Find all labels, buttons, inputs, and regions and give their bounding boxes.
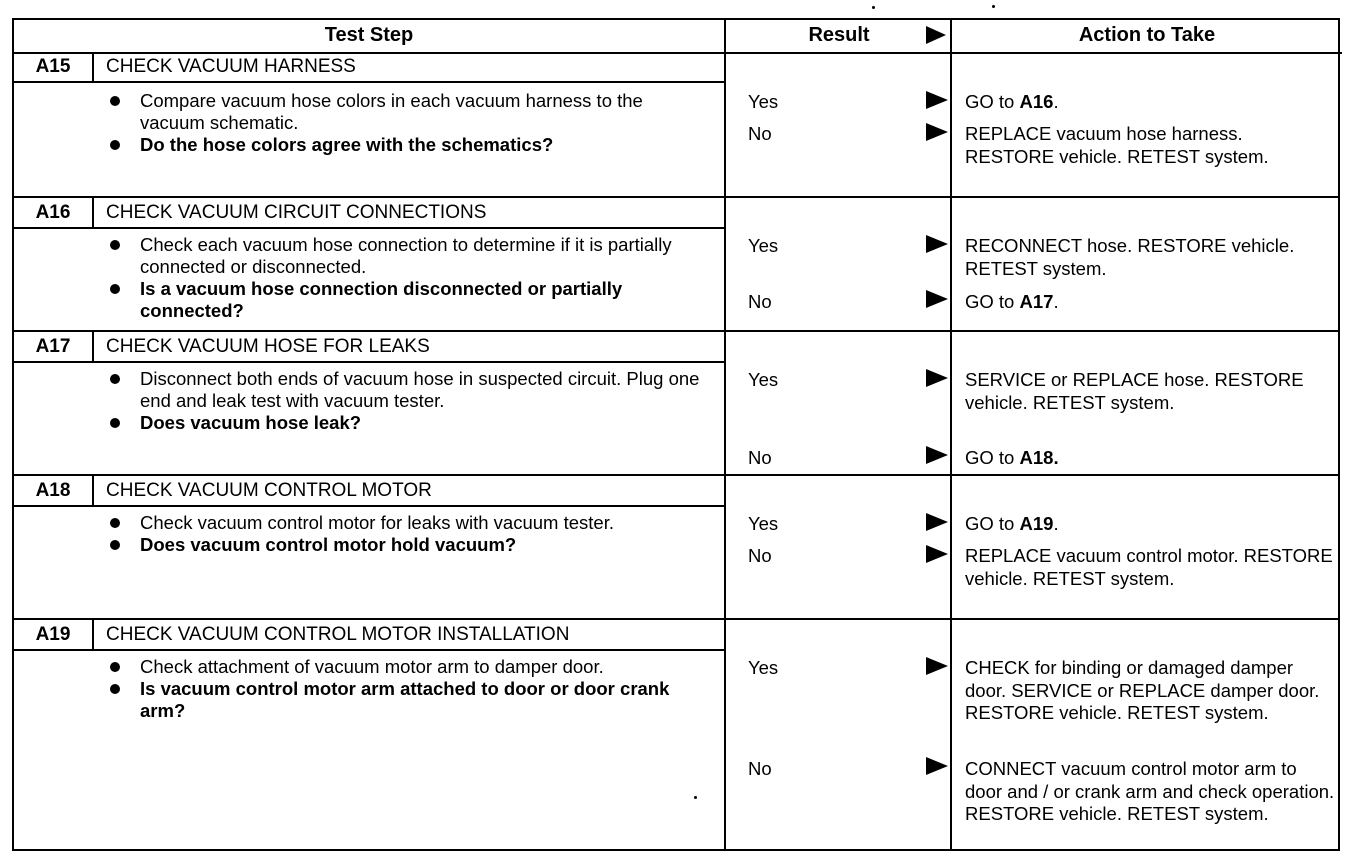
step-row-a18 [14,476,1338,618]
right-arrow-icon [926,369,948,387]
bullet-question: Do the hose colors agree with the schematics? [102,134,712,156]
result-no: No [748,545,772,566]
result-yes: Yes [748,235,779,256]
step-row-a15 [14,52,1338,196]
right-arrow-icon [926,446,948,464]
result-yes: Yes [748,513,779,534]
step-bullets [102,656,712,722]
step-row-a19 [14,620,1338,849]
bullet-question: Is a vacuum hose connection disconnected or partially connected? [102,278,712,322]
result-yes: Yes [748,369,779,390]
right-arrow-icon [926,513,948,531]
action-yes: SERVICE or REPLACE hose. RESTORE vehicle. RETEST system. [965,369,1304,413]
result-no: No [748,758,772,779]
scan-speck [872,6,875,9]
header-result-label: Result [808,24,870,46]
action-yes: GO to A19. [965,513,1059,534]
step-bullets [102,234,712,322]
step-title: CHECK VACUUM HARNESS [94,52,724,83]
right-arrow-icon [926,26,946,44]
action-no: REPLACE vacuum hose harness. RESTORE vehicle. RETEST system. [965,123,1269,167]
step-id: A17 [14,332,94,363]
step-bullets [102,368,712,434]
right-arrow-icon [926,757,948,775]
bullet-instruction: Check vacuum control motor for leaks with vacuum tester. [102,512,712,534]
right-arrow-icon [926,545,948,563]
step-id: A18 [14,476,94,507]
result-yes: Yes [748,657,779,678]
right-arrow-icon [926,123,948,141]
bullet-question: Does vacuum control motor hold vacuum? [102,534,712,556]
action-no: REPLACE vacuum control motor. RESTORE vehicle. RETEST system. [965,545,1333,589]
action-yes: CHECK for binding or damaged damper door. SERVICE or REPLACE damper door. RESTORE vehicle. RETEST system. [965,657,1320,723]
scan-speck [992,5,995,8]
action-yes: GO to A16. [965,91,1059,112]
right-arrow-icon [926,235,948,253]
result-no: No [748,447,772,468]
header-action: Action to Take [950,20,1342,54]
step-bullets [102,512,712,556]
step-id: A15 [14,52,94,83]
scan-speck [694,796,697,799]
result-no: No [748,291,772,312]
right-arrow-icon [926,290,948,308]
action-yes: RECONNECT hose. RESTORE vehicle. RETEST system. [965,235,1295,279]
result-no: No [748,123,772,144]
bullet-instruction: Check attachment of vacuum motor arm to damper door. [102,656,712,678]
bullet-instruction: Compare vacuum hose colors in each vacuum harness to the vacuum schematic. [102,90,712,134]
bullet-instruction: Disconnect both ends of vacuum hose in suspected circuit. Plug one end and leak test with vacuum tester. [102,368,712,412]
action-no: CONNECT vacuum control motor arm to door and / or crank arm and check operation. RESTORE vehicle. RETEST system. [965,758,1335,824]
result-yes: Yes [748,91,779,112]
header-result [724,20,952,54]
bullet-instruction: Check each vacuum hose connection to determine if it is partially connected or disconnected. [102,234,712,278]
diagnostic-table [12,18,1340,851]
right-arrow-icon [926,91,948,109]
step-row-a16 [14,198,1338,330]
step-title: CHECK VACUUM CIRCUIT CONNECTIONS [94,198,724,229]
step-bullets [102,90,712,156]
action-no: GO to A18. [965,447,1059,468]
right-arrow-icon [926,657,948,675]
step-title: CHECK VACUUM CONTROL MOTOR [94,476,724,507]
step-id: A19 [14,620,94,651]
step-title: CHECK VACUUM HOSE FOR LEAKS [94,332,724,363]
action-no: GO to A17. [965,291,1059,312]
header-test-step: Test Step [14,20,724,54]
bullet-question: Is vacuum control motor arm attached to door or door crank arm? [102,678,712,722]
step-row-a17 [14,332,1338,474]
step-id: A16 [14,198,94,229]
bullet-question: Does vacuum hose leak? [102,412,712,434]
step-title: CHECK VACUUM CONTROL MOTOR INSTALLATION [94,620,724,651]
